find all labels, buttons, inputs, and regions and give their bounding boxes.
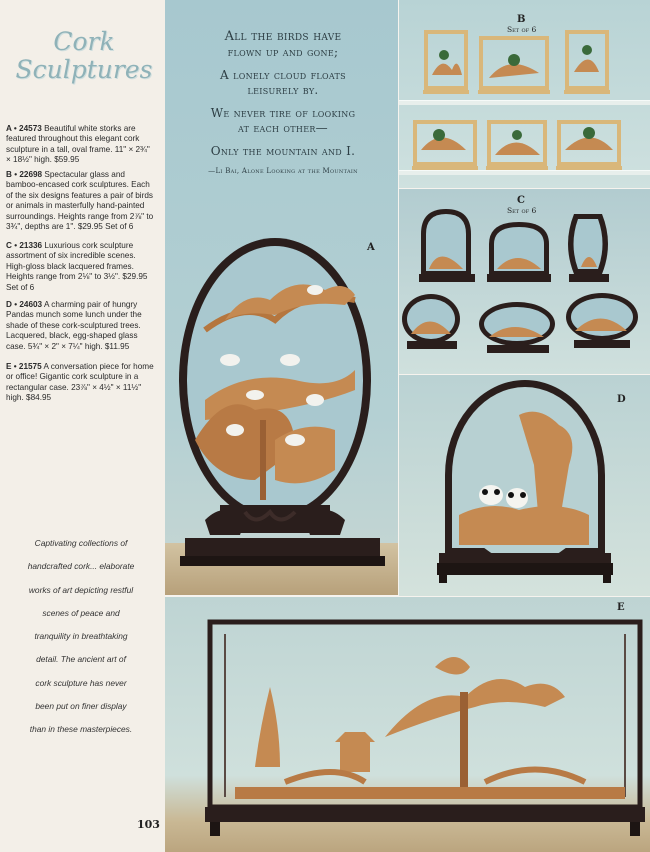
poem-line: Only the mountain and I. [210,144,356,158]
rectangular-case-sculpture-image [165,597,650,852]
caption-line: tranquility in breathtaking [34,631,128,642]
panel-b [399,0,650,188]
panel-c-subtitle: Set of 6 [507,206,537,215]
item-description-e: E • 21575 A conversation piece for home or office! Gigantic cork sculpture in a rectangular case. 23⅞" × 4½" × 11½" high. $84.95 [6,362,154,403]
item-text: Luxurious cork sculpture assortment of six incredible scenes. High-gloss black lacquered frames. Heights range from 2⅛" to 3½". $29.95 Set of 6 [6,241,148,292]
item-description-c: C • 21336 Luxurious cork sculpture assortment of six incredible scenes. High-gloss black lacquered frames. Heights range from 2⅛" to 3½". $29.95 Set of 6 [6,241,148,292]
item-letter: E [6,362,12,371]
panel-c [399,189,650,374]
item-number: 21336 [19,241,43,250]
title-line-2: Sculptures [15,55,153,84]
item-letter: A [6,124,12,133]
panel-b-subtitle: Set of 6 [507,25,537,34]
item-description-d: D • 24603 A charming pair of hungry Pandas munch some lunch under the shade of these cork-sculptured trees. Lacquered, black, egg-shaped glass case. 5¾" × 2" × 7¼" high. $11.95 [6,300,142,351]
poem-line: flown up and gone; [227,45,339,59]
poem-line: at each other— [238,121,328,135]
item-number: 22698 [19,170,43,179]
poem-line: leisurely by. [247,83,319,97]
page-number: 103 [137,818,160,831]
panel-e [165,597,650,852]
poem-line: All the birds have [224,29,342,44]
caption-line: cork sculpture has never [35,677,127,688]
item-letter: B [6,170,12,179]
sidebar [0,0,165,852]
panel-c-label: C [517,195,525,206]
caption-line: been put on finer display [35,701,127,712]
item-description-a: A • 24573 Beautiful white storks are featured throughout this elegant cork sculpture in a tall, oval frame. 11" × 2¾" × 18½" high. $59.95 [6,124,150,165]
caption-line: works of art depicting restful [28,584,134,595]
caption [8,532,154,742]
item-description-b: B • 22698 Spectacular glass and bamboo-encased cork sculptures. Each of the six designs features a pair of birds or animals in masterfully hand-painted surroundings. Heights range from 2⅞" to 3¾", depths are 1". $29.95 Set of 6 [6,170,154,232]
item-text: Beautiful white storks are featured throughout this elegant cork sculpture in a tall, oval frame. 11" × 2¾" × 18½" high. $59.95 [6,124,150,165]
lacquered-frames-set-image [399,189,650,374]
item-letter: C [6,241,12,250]
panel-d [399,375,650,596]
caption-line: than in these masterpieces. [29,724,133,735]
title-line-1: Cork [53,27,115,56]
poem-citation: —Li Bai, Alone Looking at the Mountain [208,167,358,175]
item-text: A charming pair of hungry Pandas munch some lunch under the shade of these cork-sculptured trees. Lacquered, black, egg-shaped glass case. 5¾" × 2" × 7¼" high. $11.95 [6,300,142,351]
item-number: 24573 [19,124,42,133]
poem-line: A lonely cloud floats [220,68,346,82]
poem [178,30,388,185]
panda-sculpture-image [399,375,650,596]
poem-line: We never tire of looking [210,106,356,120]
page-title [14,28,154,84]
panel-a-label: A [367,242,375,253]
item-text: Spectacular glass and bamboo-encased cork sculptures. Each of the six designs features a pair of birds or animals in masterfully hand-painted surroundings. Heights range from 2⅞" to 3¾", depths are 1". $29.95 Set of 6 [6,170,154,232]
panel-e-label: E [617,602,625,613]
panel-b-label: B [517,14,526,25]
caption-line: detail. The ancient art of [36,654,126,665]
item-number: 21575 [18,362,42,371]
caption-line: Captivating collections of [34,538,128,548]
caption-line: handcrafted cork... elaborate [27,561,135,572]
item-letter: D [6,300,12,309]
item-number: 24603 [19,300,43,309]
caption-line: scenes of peace and [42,607,120,618]
item-text: A conversation piece for home or office! Gigantic cork sculpture in a rectangular case. 23⅞" × 4½" × 11½" high. $84.95 [6,362,154,403]
panel-d-label: D [617,394,626,405]
